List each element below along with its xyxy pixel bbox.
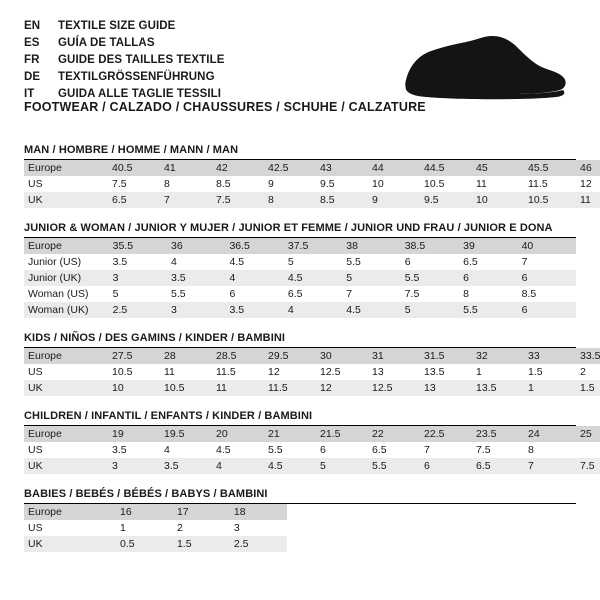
cell: 16 (116, 504, 173, 520)
language-code: DE (24, 71, 41, 83)
cell: 10.5 (424, 178, 445, 190)
section-kids (24, 332, 600, 396)
cell: 35.5 (109, 238, 167, 254)
cell: 1 (120, 522, 126, 534)
cell: 44.5 (420, 160, 472, 176)
dress-shoe-icon (390, 24, 570, 104)
row-label: Junior (UK) (24, 270, 109, 286)
table-row (24, 286, 576, 302)
cell: 40 (518, 238, 576, 254)
cell: 6 (229, 288, 236, 300)
cell: 2.5 (230, 536, 287, 552)
cell: 6.5 (108, 192, 160, 208)
row-label: Woman (UK) (24, 302, 109, 318)
cell: 6.5 (463, 256, 478, 268)
cell: 8 (528, 444, 534, 456)
cell-empty (287, 536, 576, 552)
cell: 43 (316, 160, 368, 176)
section-junior-woman (24, 222, 576, 318)
cell: 7 (160, 192, 212, 208)
cell: 5.5 (401, 270, 459, 286)
cell: 42 (212, 160, 264, 176)
language-code: FR (24, 54, 40, 66)
cell: 28.5 (212, 348, 264, 364)
cell: 7 (424, 444, 430, 456)
table-row (24, 504, 576, 520)
cell: 12 (268, 366, 280, 378)
cell: 13 (420, 380, 472, 396)
cell: 33 (524, 348, 576, 364)
cell: 10.5 (524, 192, 576, 208)
cell: 6 (420, 458, 472, 474)
table-row (24, 458, 600, 474)
cell: 6 (518, 302, 576, 318)
cell: 30 (316, 348, 368, 364)
row-label: Europe (24, 160, 108, 176)
cell: 7.5 (112, 178, 127, 190)
table-row (24, 238, 576, 254)
cell: 33.5 (576, 348, 600, 364)
cell: 22 (368, 426, 420, 442)
cell: 9 (368, 192, 420, 208)
cell (576, 442, 600, 458)
section-children (24, 410, 595, 474)
cell: 21 (264, 426, 316, 442)
cell: 11 (476, 178, 487, 190)
cell: 8.5 (316, 192, 368, 208)
cell: 7 (346, 288, 353, 300)
cell: 3 (233, 522, 240, 534)
cell: 2 (580, 366, 586, 378)
table-row (24, 536, 576, 552)
cell: 3.5 (160, 458, 212, 474)
cell: 38.5 (401, 238, 459, 254)
cell: 12 (580, 178, 592, 190)
cell: 6 (518, 270, 576, 286)
row-label: Junior (US) (28, 256, 82, 268)
cell: 3.5 (112, 444, 127, 456)
cell: 1.5 (576, 380, 600, 396)
cell: 8.5 (216, 178, 231, 190)
table-row (24, 380, 600, 396)
row-label: US (28, 178, 43, 190)
language-title: GUIDE DES TAILLES TEXTILE (58, 54, 225, 66)
size-table-man (24, 160, 600, 208)
table-row (24, 160, 600, 176)
cell: 27.5 (108, 348, 160, 364)
language-row (24, 35, 225, 52)
page-header (24, 18, 576, 114)
cell: 11 (212, 380, 264, 396)
cell: 5 (316, 458, 368, 474)
language-row (24, 18, 225, 35)
cell: 46 (576, 160, 600, 176)
cell: 45.5 (524, 160, 576, 176)
cell: 13 (372, 366, 384, 378)
cell: 41 (160, 160, 212, 176)
cell: 21.5 (316, 426, 368, 442)
cell: 6 (404, 256, 411, 268)
cell: 10 (472, 192, 524, 208)
size-table-children (24, 426, 600, 474)
cell: 18 (230, 504, 287, 520)
language-row (24, 52, 225, 69)
cell: 40.5 (108, 160, 160, 176)
row-label: UK (24, 536, 116, 552)
language-title-list (24, 18, 225, 103)
cell: 4 (171, 256, 177, 268)
size-table-junior-woman (24, 238, 576, 318)
section-title: MAN / HOMBRE / HOMME / MANN / MAN (24, 144, 576, 160)
cell: 4 (284, 302, 342, 318)
section-man (24, 144, 592, 208)
section-title: CHILDREN / INFANTIL / ENFANTS / KINDER / BAMBINI (24, 410, 576, 426)
cell: 3.5 (112, 256, 128, 268)
cell: 4.5 (229, 256, 245, 268)
cell: 8 (264, 192, 316, 208)
cell: 5 (287, 256, 294, 268)
cell: 22.5 (420, 426, 472, 442)
cell: 6.5 (472, 458, 524, 474)
size-table-kids (24, 348, 600, 396)
language-title: GUÍA DE TALLAS (58, 37, 155, 49)
cell: 44 (368, 160, 420, 176)
cell: 8 (164, 178, 170, 190)
cell: 4 (212, 458, 264, 474)
row-label: Europe (24, 426, 108, 442)
cell: 6.5 (372, 444, 387, 456)
table-row (24, 192, 600, 208)
language-title: GUIDA ALLE TAGLIE TESSILI (58, 88, 222, 100)
cell: 8 (463, 288, 469, 300)
cell: 36.5 (225, 238, 283, 254)
cell: 36 (167, 238, 225, 254)
cell: 5.5 (368, 458, 420, 474)
cell: 29.5 (264, 348, 316, 364)
row-label: US (28, 366, 43, 378)
cell: 5.5 (346, 256, 361, 268)
cell: 6.5 (287, 288, 303, 300)
row-label: UK (24, 458, 108, 474)
table-row (24, 426, 600, 442)
language-title: TEXTILE SIZE GUIDE (58, 20, 176, 32)
cell: 11.5 (528, 178, 548, 190)
cell: 3 (109, 270, 167, 286)
cell: 19 (108, 426, 160, 442)
cell: 17 (173, 504, 230, 520)
cell: 11.5 (264, 380, 316, 396)
cell: 24 (524, 426, 576, 442)
row-label: Europe (24, 504, 116, 520)
cell: 31.5 (420, 348, 472, 364)
cell: 12.5 (368, 380, 420, 396)
cell: 6 (320, 444, 326, 456)
row-label: Europe (24, 348, 108, 364)
cell: 19.5 (160, 426, 212, 442)
language-code: IT (24, 88, 35, 100)
cell: 5.5 (268, 444, 283, 456)
cell: 8.5 (521, 288, 537, 300)
cell: 38 (342, 238, 400, 254)
cell: 5 (342, 270, 400, 286)
section-title: JUNIOR & WOMAN / JUNIOR Y MUJER / JUNIOR ET FEMME / JUNIOR UND FRAU / JUNIOR E DONA (24, 222, 576, 238)
cell: 9 (268, 178, 274, 190)
row-label: US (28, 444, 43, 456)
table-row (24, 442, 600, 458)
cell: 11 (576, 192, 600, 208)
row-label: Europe (24, 238, 109, 254)
cell: 7.5 (576, 458, 600, 474)
row-label: UK (24, 380, 108, 396)
cell: 3.5 (167, 270, 225, 286)
size-table-babies (24, 504, 576, 552)
table-row (24, 254, 576, 270)
cell: 11 (164, 366, 175, 378)
cell-empty (287, 520, 576, 536)
cell: 39 (459, 238, 517, 254)
cell: 12.5 (320, 366, 341, 378)
cell: 7.5 (404, 288, 420, 300)
cell: 4.5 (342, 302, 400, 318)
cell: 3 (167, 302, 225, 318)
cell: 1.5 (173, 536, 230, 552)
cell: 9.5 (420, 192, 472, 208)
cell: 32 (472, 348, 524, 364)
cell: 7 (524, 458, 576, 474)
cell: 42.5 (264, 160, 316, 176)
cell: 4.5 (264, 458, 316, 474)
table-row (24, 270, 576, 286)
cell: 12 (316, 380, 368, 396)
section-title: BABIES / BEBÉS / BÉBÉS / BABYS / BAMBINI (24, 488, 576, 504)
cell: 10.5 (112, 366, 133, 378)
cell: 13.5 (424, 366, 445, 378)
cell: 28 (160, 348, 212, 364)
cell: 5 (112, 288, 119, 300)
table-row (24, 364, 600, 380)
cell: 4.5 (216, 444, 231, 456)
language-code: EN (24, 20, 41, 32)
cell: 1 (524, 380, 576, 396)
cell: 4 (164, 444, 170, 456)
cell: 11.5 (216, 366, 236, 378)
cell: 3 (108, 458, 160, 474)
table-row (24, 348, 600, 364)
cell: 2.5 (109, 302, 167, 318)
row-label: US (28, 522, 43, 534)
cell: 0.5 (116, 536, 173, 552)
cell: 4.5 (284, 270, 342, 286)
table-row (24, 302, 576, 318)
cell: 3.5 (225, 302, 283, 318)
cell: 10 (108, 380, 160, 396)
cell: 7.5 (476, 444, 491, 456)
cell: 7.5 (212, 192, 264, 208)
table-row (24, 520, 576, 536)
row-label: UK (24, 192, 108, 208)
cell: 45 (472, 160, 524, 176)
cell: 23.5 (472, 426, 524, 442)
cell: 4 (225, 270, 283, 286)
language-row (24, 69, 225, 86)
cell: 1 (476, 366, 482, 378)
language-code: ES (24, 37, 40, 49)
cell: 13.5 (472, 380, 524, 396)
cell-empty (287, 504, 576, 520)
section-babies (24, 488, 576, 552)
table-row (24, 176, 600, 192)
cell: 31 (368, 348, 420, 364)
cell: 10 (372, 178, 384, 190)
cell: 9.5 (320, 178, 335, 190)
section-title: KIDS / NIÑOS / DES GAMINS / KINDER / BAMBINI (24, 332, 576, 348)
cell: 20 (212, 426, 264, 442)
cell: 5 (401, 302, 459, 318)
cell: 37.5 (284, 238, 342, 254)
cell: 2 (176, 522, 183, 534)
cell: 5.5 (171, 288, 186, 300)
cell: 25 (576, 426, 600, 442)
cell: 5.5 (459, 302, 517, 318)
row-label: Woman (US) (28, 288, 89, 300)
cell: 1.5 (528, 366, 543, 378)
cell: 10.5 (160, 380, 212, 396)
language-title: TEXTILGRÖSSENFÜHRUNG (58, 71, 215, 83)
cell: 7 (521, 256, 528, 268)
cell: 6 (459, 270, 517, 286)
category-line: FOOTWEAR / CALZADO / CHAUSSURES / SCHUHE / CALZATURE (24, 100, 426, 114)
